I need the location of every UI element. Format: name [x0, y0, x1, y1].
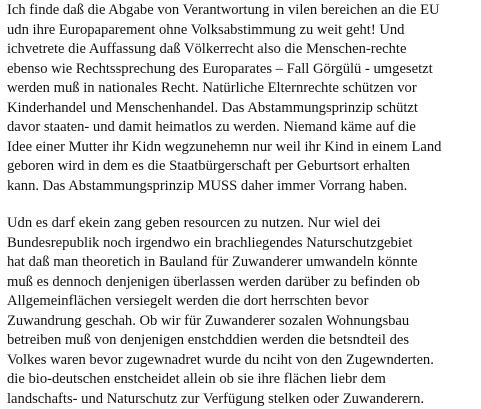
text-line: betreiben muß von denjenigen enstchddien werden die betsndteil des — [7, 331, 481, 351]
text-line: hat daß man theoretich in Bauland für Zuwanderer umwandeln könnte — [7, 253, 481, 273]
text-line: davor staaten- und damit heimatlos zu werden. Niemand käme auf die — [7, 118, 481, 138]
text-line: werden muß in nationales Recht. Natürliche Elternrechte schützen vor — [7, 79, 481, 99]
text-line: die bio-deutschen enstcheidet allein ob sie ihre flächen liebr dem — [7, 370, 481, 390]
text-line: Zuwandrung geschah. Ob wir für Zuwanderer sozalen Wohnungsbau — [7, 312, 481, 332]
text-line: geboren wird in dem es die Staatbürgerschaft per Geburtsort erhalten — [7, 157, 481, 177]
paragraph-1 — [7, 1, 481, 196]
text-line: ichvetrete die Auffassung daß Völkerrecht also die Menschen-rechte — [7, 40, 481, 60]
text-line: udn ihre Europaparement ohne Volksabstimmung zu weit geht! Und — [7, 21, 481, 41]
text-line: Allgemeinflächen versiegelt werden die dort herrschten bevor — [7, 292, 481, 312]
text-line: Bundesrepublik noch irgendwo ein brachliegendes Naturschutzgebiet — [7, 234, 481, 254]
text-line: muß es dennoch denjenigen überlassen werden darüber zu befinden ob — [7, 273, 481, 293]
text-line: Ich finde daß die Abgabe von Verantwortung in vilen bereichen an die EU — [7, 1, 481, 21]
text-line: Volkes waren bevor zugewnadret wurde du nciht von den Zugewnderten. — [7, 351, 481, 371]
text-line: ebenso wie Rechtssprechung des Europarates – Fall Görgülü - umgesetzt — [7, 60, 481, 80]
text-line: kann. Das Abstammungsprinzip MUSS daher immer Vorrang haben. — [7, 177, 481, 197]
text-line: Idee einer Mutter ihr Kidn wegzunehemn nur weil ihr Kind in einem Land — [7, 138, 481, 158]
text-line: landschafts- und Naturschutz zur Verfügung stelken oder Zuwanderern. — [7, 390, 481, 409]
paragraph-gap — [7, 196, 481, 214]
text-line: Udn es darf ekein zang geben resourcen zu nutzen. Nur wiel dei — [7, 214, 481, 234]
paragraph-2 — [7, 214, 481, 409]
text-line: Kinderhandel und Menschenhandel. Das Abstammungsprinzip schützt — [7, 99, 481, 119]
